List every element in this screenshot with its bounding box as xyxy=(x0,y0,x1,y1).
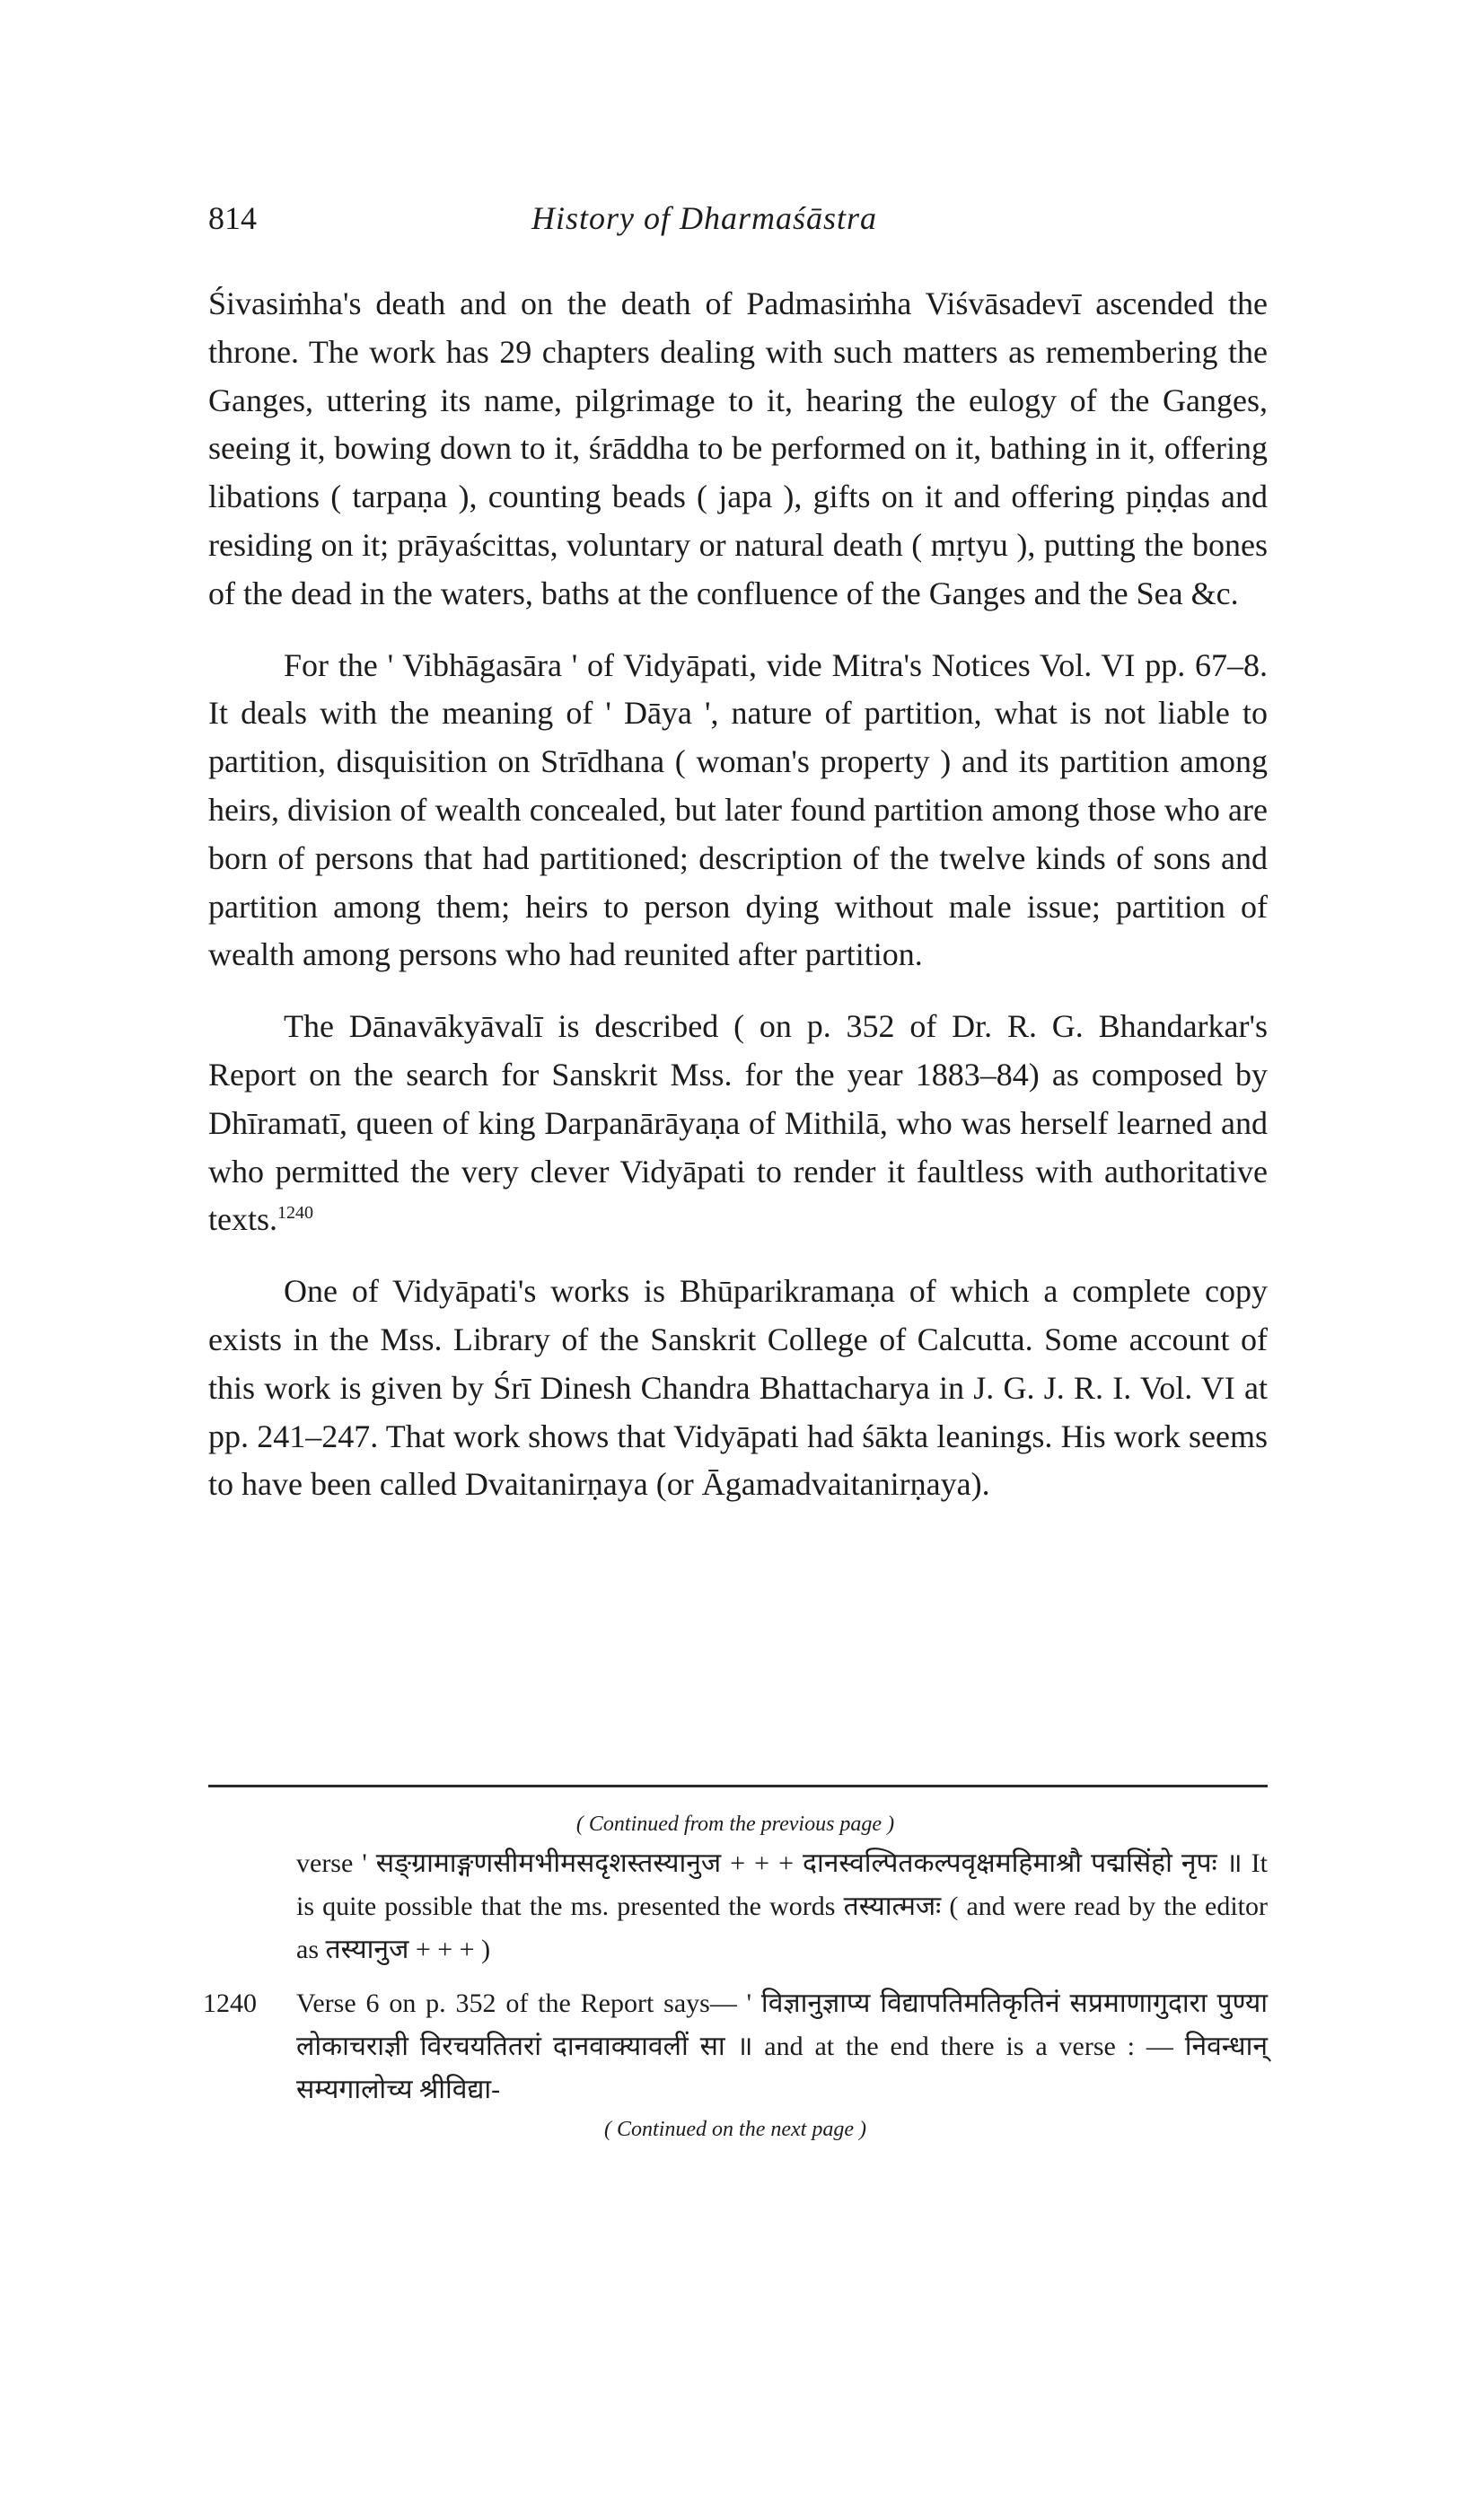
footnote-ref-1240: 1240 xyxy=(277,1203,313,1224)
footnote-1240-text: Verse 6 on p. 352 of the Report says— ' विज्ञानुज्ञाप्य विद्यापतिमतिकृतिनं सप्रमाणागुदारा पुण्या लोकाचराज्ञी विरचयतितरां दानवाक्यावलीं सा ॥ and at the end there is a verse : — निवन्धान् सम्यगालोच्य श्रीविद्या- xyxy=(296,1988,1268,2104)
paragraph-4: One of Vidyāpati's works is Bhūparikramaṇa of which a complete copy exists in the Mss. Library of the Sanskrit College of Calcutta. Some account of this work is given by Śrī Dinesh Chandra Bhattacharya in J. G. J. R. I. Vol. VI at pp. 241–247. That work shows that Vidyāpati had śākta leanings. His work seems to have been called Dvaitanirṇaya (or Āgamadvaitanirṇaya). xyxy=(208,1273,1268,1503)
paragraph-3-text: The Dānavākyāvalī is described ( on p. 352 of Dr. R. G. Bhandarkar's Report on the search for Sanskrit Mss. for the year 1883–84) as composed by Dhīramatī, queen of king Darpanārāyaṇa of Mithilā, who was herself learned and who permitted the very clever Vidyāpati to render it faultless with authoritative texts. xyxy=(208,1008,1268,1238)
footnote-number: 1240 xyxy=(203,1988,257,2018)
footnotes xyxy=(203,1806,1268,2147)
paragraph-1: Śivasiṁha's death and on the death of Padmasiṁha Viśvāsadevī ascended the throne. The work has 29 chapters dealing with such matters as remembering the Ganges, uttering its name, pilgrimage to it, hearing the eulogy of the Ganges, seeing it, bowing down to it, śrāddha to be performed on it, bathing in it, offering libations ( tarpaṇa ), counting beads ( japa ), gifts on it and offering piṇḍas and residing on it; prāyaścittas, voluntary or natural death ( mṛtyu ), putting the bones of the dead in the waters, baths at the confluence of the Ganges and the Sea &c. xyxy=(208,285,1268,611)
footnote-carryover: verse ' सङ्ग्रामाङ्गणसीमभीमसदृशस्तस्यानुज + + + दानस्वल्पितकल्पवृक्षमहिमाश्रौ पद्मसिंहो नृपः ॥ It is quite possible that the ms. presented the words तस्यात्मजः ( and were read by the editor as तस्यानुज + + + ) xyxy=(296,1848,1268,1964)
footnote-rule xyxy=(208,1785,1268,1787)
page-header xyxy=(208,199,1268,244)
continued-from-note: ( Continued from the previous page ) xyxy=(575,1813,895,1836)
page-number: 814 xyxy=(208,200,257,236)
main-text xyxy=(208,280,1268,1509)
paragraph-2: For the ' Vibhāgasāra ' of Vidyāpati, vide Mitra's Notices Vol. VI pp. 67–8. It deals with the meaning of ' Dāya ', nature of partition, what is not liable to partition, disquisition on Strīdhana ( woman's property ) and its partition among heirs, division of wealth concealed, but later found partition among those who are born of persons that had partitioned; description of the twelve kinds of sons and partition among them; heirs to person dying without male issue; partition of wealth among persons who had reunited after partition. xyxy=(208,646,1268,973)
paragraph-3 xyxy=(208,1003,1268,1244)
footnote-1240 xyxy=(203,1982,1268,2111)
running-title: History of Dharmaśāstra xyxy=(531,200,878,236)
continued-on-note: ( Continued on the next page ) xyxy=(604,2118,866,2141)
